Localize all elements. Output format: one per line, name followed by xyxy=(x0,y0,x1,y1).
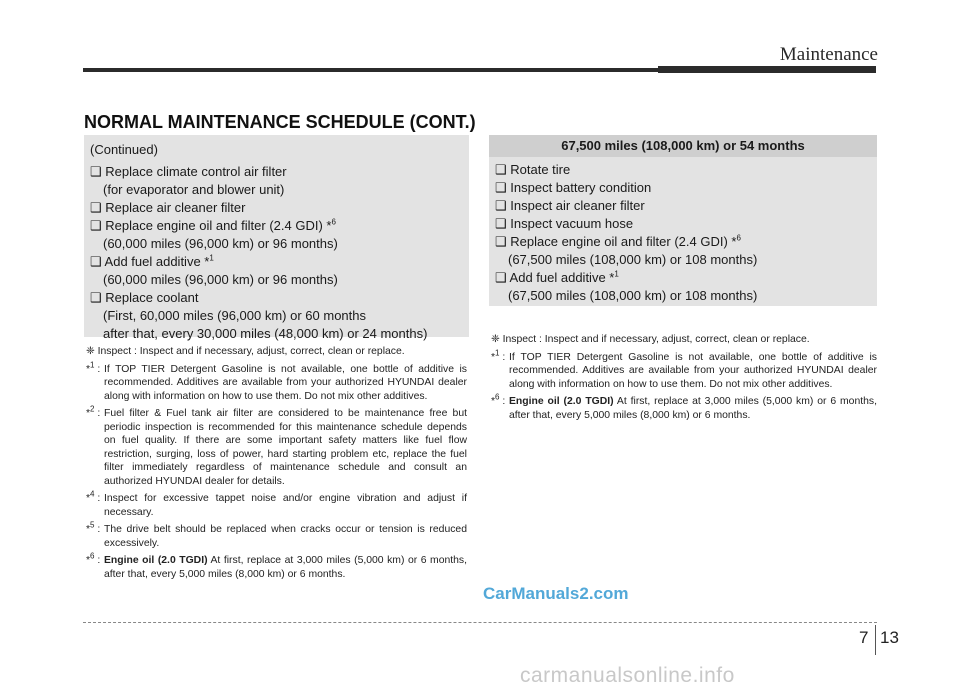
schedule-item-detail: (67,500 miles (108,000 km) or 108 months) xyxy=(508,252,758,267)
footnote-marker xyxy=(86,404,104,488)
footnote-number: 6 xyxy=(90,551,95,561)
footnote xyxy=(86,489,467,519)
footnote-body: At first, replace at 3,000 miles (5,000 km) or 6 months, after that, every 5,000 miles (8,000 km) or 6 months. xyxy=(509,396,877,421)
schedule-item xyxy=(495,161,877,179)
chapter-number: 7 xyxy=(859,628,869,647)
footnote-number: 4 xyxy=(90,489,95,499)
schedule-item-label: ❑ Add fuel additive * xyxy=(90,254,210,269)
footer-site-watermark: carmanualsonline.info xyxy=(520,664,735,687)
footer-rule xyxy=(83,622,877,623)
footnote-ref: 1 xyxy=(614,269,619,279)
schedule-item xyxy=(495,233,877,251)
page-divider xyxy=(875,625,876,655)
footnote-asterisk: * xyxy=(86,363,91,375)
schedule-item xyxy=(495,269,877,287)
inspect-note: ❈ Inspect : Inspect and if necessary, adjust, correct, clean or replace. xyxy=(86,346,405,357)
schedule-item xyxy=(90,289,469,307)
footnote-separator: : xyxy=(499,396,506,407)
schedule-item-label: ❑ Rotate tire xyxy=(495,162,571,177)
footnote-separator: : xyxy=(94,493,101,504)
right-schedule-list xyxy=(489,157,877,305)
schedule-item-label: ❑ Inspect air cleaner filter xyxy=(495,198,645,213)
footnote-body: Fuel filter & Fuel tank air filter are considered to be maintenance free but periodic inspection is recommended for this maintenance schedule depends on fuel quality. If there are some important safety matters like fuel flow restriction, surging, loss of power, hard starting problem etc, replace the fuel filter immediately regardless of maintenance schedule and consult an authorized HYUNDAI dealer for details. xyxy=(104,408,467,487)
footnote-text xyxy=(104,492,467,519)
footnote-separator: : xyxy=(499,351,506,363)
schedule-item-label: ❑ Add fuel additive * xyxy=(495,270,615,285)
schedule-item-detail: (67,500 miles (108,000 km) or 108 months) xyxy=(508,288,758,303)
schedule-item-detail: (60,000 miles (96,000 km) or 96 months) xyxy=(103,272,338,287)
inspect-note: ❈ Inspect : Inspect and if necessary, adjust, correct, clean or replace. xyxy=(491,334,810,345)
continued-label: (Continued) xyxy=(90,142,158,157)
watermark-logo: CarManuals2.com xyxy=(483,584,629,603)
footnote-ref: 1 xyxy=(209,253,214,263)
footnote-separator: : xyxy=(94,524,101,535)
schedule-item-detail: (for evaporator and blower unit) xyxy=(103,182,285,197)
schedule-item-label: ❑ Replace coolant xyxy=(90,290,199,305)
footnote xyxy=(491,392,877,422)
schedule-item xyxy=(90,217,469,235)
footnote-number: 1 xyxy=(495,348,500,358)
footnote-asterisk: * xyxy=(86,493,91,504)
footnote xyxy=(86,520,467,550)
footnote-text xyxy=(509,351,877,392)
header-rule xyxy=(83,68,658,72)
footnote-asterisk: * xyxy=(491,396,496,407)
footnote-bold-term: Engine oil (2.0 TGDI) xyxy=(104,555,208,566)
left-footnotes xyxy=(86,345,467,585)
header-rule-accent xyxy=(658,66,876,73)
footnote-text xyxy=(104,407,467,488)
footnote-asterisk: * xyxy=(86,524,91,535)
footnote-marker xyxy=(86,520,104,550)
schedule-item xyxy=(495,179,877,197)
footnote-body: The drive belt should be replaced when cracks occur or tension is reduced excessively. xyxy=(104,524,467,549)
schedule-item-detail: (First, 60,000 miles (96,000 km) or 60 months xyxy=(103,308,366,323)
schedule-item xyxy=(495,197,877,215)
page-number: 13 xyxy=(880,628,899,647)
schedule-item-label: ❑ Inspect vacuum hose xyxy=(495,216,634,231)
header-title: Maintenance xyxy=(779,44,878,65)
footnote-asterisk: * xyxy=(491,351,496,363)
footnote-asterisk: * xyxy=(86,555,91,566)
footnote-body: Inspect for excessive tappet noise and/or engine vibration and adjust if necessary. xyxy=(104,493,467,518)
footnote-text xyxy=(104,363,467,404)
footnote-number: 5 xyxy=(90,520,95,530)
schedule-item xyxy=(90,199,469,217)
schedule-item-label: ❑ Inspect battery condition xyxy=(495,180,652,195)
footnote-marker xyxy=(86,551,104,581)
footnote-marker xyxy=(86,489,104,519)
footnote-marker xyxy=(491,348,509,392)
footnote-marker xyxy=(86,360,104,404)
footnote-separator: : xyxy=(94,408,101,419)
right-footnotes xyxy=(491,333,877,426)
schedule-item-label: ❑ Replace engine oil and filter (2.4 GDI) * xyxy=(90,218,332,233)
footnote-body: If TOP TIER Detergent Gasoline is not available, one bottle of additive is recommended. Additives are available from your authorized HYUNDAI dealer along with information on how to use them. Do not mix other additives. xyxy=(104,363,467,402)
footnote-ref: 6 xyxy=(331,217,336,227)
left-footnote-list xyxy=(86,360,467,582)
schedule-item xyxy=(90,163,469,181)
footnote xyxy=(86,551,467,581)
footnote-number: 2 xyxy=(90,404,95,414)
right-schedule-box xyxy=(489,135,877,306)
footnote-ref: 6 xyxy=(736,233,741,243)
footnote-separator: : xyxy=(94,555,101,566)
footnote xyxy=(491,348,877,392)
footnote-number: 1 xyxy=(90,360,95,370)
schedule-item-detail: (60,000 miles (96,000 km) or 96 months) xyxy=(103,236,338,251)
footnote-asterisk: * xyxy=(86,408,91,419)
footnote-marker xyxy=(491,392,509,422)
footnote-number: 6 xyxy=(495,392,500,402)
schedule-item xyxy=(90,253,469,271)
section-title: NORMAL MAINTENANCE SCHEDULE (CONT.) xyxy=(84,112,476,132)
footnote-separator: : xyxy=(94,363,101,375)
schedule-item-label: ❑ Replace engine oil and filter (2.4 GDI) * xyxy=(495,234,737,249)
interval-heading: 67,500 miles (108,000 km) or 54 months xyxy=(489,135,877,157)
left-schedule-box xyxy=(84,135,469,341)
schedule-item-label: ❑ Replace air cleaner filter xyxy=(90,200,246,215)
schedule-item-label: ❑ Replace climate control air filter xyxy=(90,164,287,179)
footnote-text xyxy=(104,523,467,550)
schedule-item xyxy=(495,215,877,233)
footnote-body: At first, replace at 3,000 miles (5,000 km) or 6 months, after that, every 5,000 miles (8,000 km) or 6 months. xyxy=(104,555,467,580)
footnote-text xyxy=(509,395,877,422)
right-footnote-list xyxy=(491,348,877,423)
footnote xyxy=(86,360,467,404)
footnote-bold-term: Engine oil (2.0 TGDI) xyxy=(509,396,614,407)
left-schedule-list xyxy=(90,163,469,343)
footnote-body: If TOP TIER Detergent Gasoline is not available, one bottle of additive is recommended. Additives are available from your authorized HYUNDAI dealer along with information on how to use them. Do not mix other additives. xyxy=(509,351,877,390)
footnote-text xyxy=(104,554,467,581)
footnote xyxy=(86,404,467,488)
schedule-item-detail: after that, every 30,000 miles (48,000 km) or 24 months) xyxy=(103,326,428,341)
